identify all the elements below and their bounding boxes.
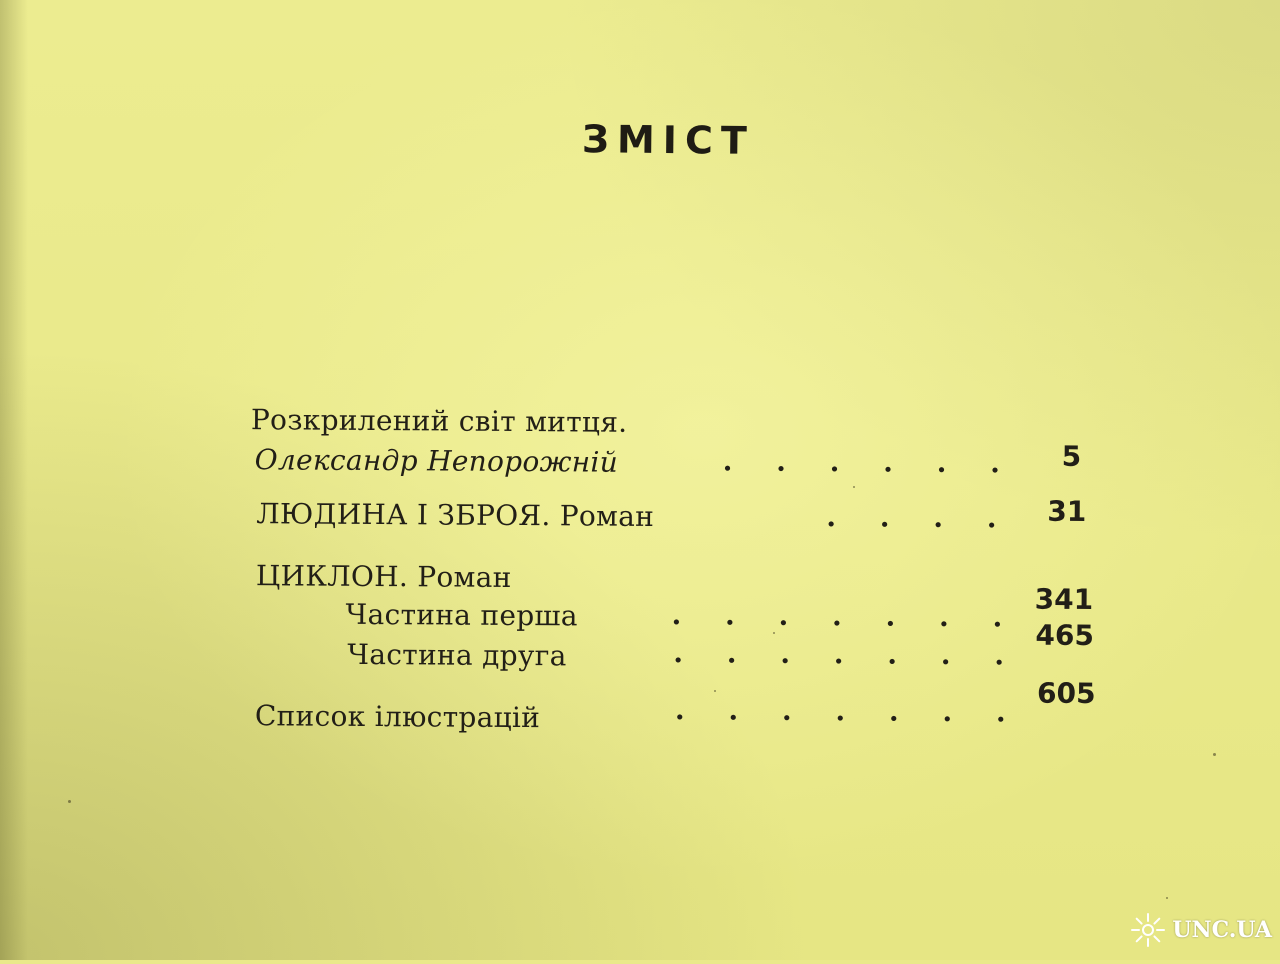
toc-leader-dots: . . . . . . .	[674, 693, 1023, 729]
toc-entry-title: ЛЮДИНА І ЗБРОЯ. Роман	[256, 497, 655, 533]
toc-page-number: 341	[1034, 582, 1094, 617]
toc-leader-dots: . . . . . . .	[671, 598, 1020, 634]
toc-subentry-title: Частина друга	[347, 637, 567, 673]
page-title: ЗМІСТ	[581, 117, 755, 163]
watermark-text: UNC.UA	[1172, 917, 1272, 943]
sunburst-logo-icon	[1130, 912, 1166, 948]
toc-entry-title: Список ілюстрацій	[254, 699, 541, 735]
toc-leader-dots: . . . .	[826, 500, 1014, 535]
toc-page-number: 5	[1061, 439, 1082, 473]
toc-page-number: 31	[1047, 494, 1087, 528]
toc-leader-dots: . . . . . . .	[673, 636, 1022, 672]
toc-page-number: 605	[1036, 676, 1096, 711]
toc-page-number: 465	[1035, 618, 1095, 653]
toc-entry-title: Розкрилений світ митця.	[250, 403, 628, 439]
toc-entry-title: ЦИКЛОН. Роман	[255, 559, 512, 594]
site-watermark	[1130, 912, 1272, 948]
toc-entry-author: Олександр Непорожній	[254, 443, 619, 479]
toc-leader-dots: . . . . . .	[722, 444, 1018, 480]
toc-subentry-title: Частина перша	[345, 597, 578, 633]
